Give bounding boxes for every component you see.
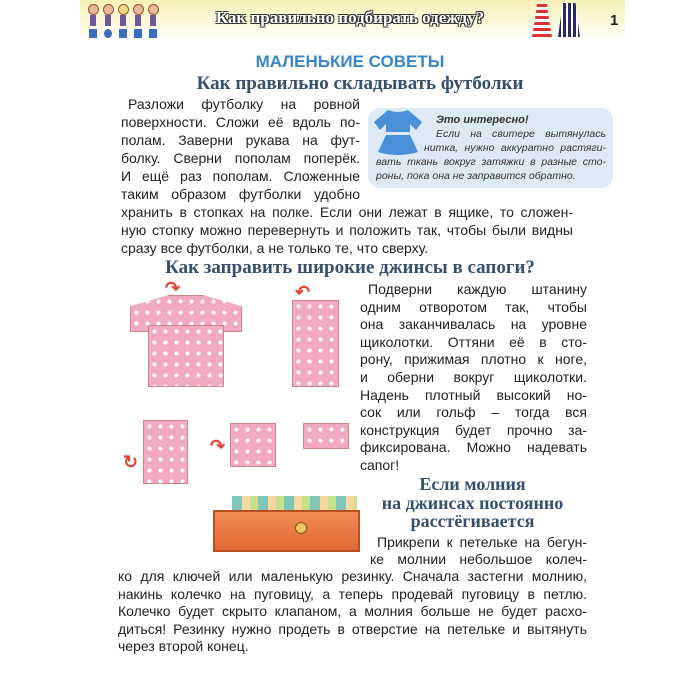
text-line: И ещё раз пополам. Сложенные — [121, 168, 360, 184]
page-header-title: Как правильно подбирать одежду? — [215, 8, 485, 27]
text-line: фиксирована. Можно надевать — [360, 439, 587, 455]
text-line: и оберни вокруг щиколотки. — [360, 369, 587, 385]
info-line: Если на свитере вытянулась — [436, 128, 606, 140]
text-line: сапог! — [360, 457, 400, 473]
text-line: через второй конец. — [118, 638, 249, 654]
text-line: диться! Резинку нужно продеть в отверстие на петельке и вытянуть — [118, 621, 587, 637]
doll-icon — [133, 4, 143, 38]
text-line: поверхности. Сложи её вдоль по- — [121, 114, 360, 130]
text-line: ке молнии небольшое колеч- — [370, 551, 587, 567]
text-line: полам. Заверни рукава на фут- — [121, 132, 360, 148]
tshirts-heading: Как правильно складывать футболки — [196, 73, 524, 94]
text-line: Колечко будет скрыто клапаном, а молния больше не будет расхо- — [118, 603, 587, 619]
text-line: Надень плотный высокий но- — [360, 387, 587, 403]
fold-arrow-icon: ↶ — [295, 282, 311, 302]
sweater-icon — [372, 108, 424, 156]
text-line: накинь колечко на пуговицу, а теперь продевай пуговицу в петлю. — [118, 586, 587, 602]
drawer-knob-icon — [295, 522, 307, 534]
text-line: сок или гольф – тогда вся — [360, 404, 587, 420]
info-line: нитка, нужно аккуратно растяги- — [424, 142, 606, 154]
drawer-front — [213, 510, 360, 552]
fold-arrow-icon: ↷ — [165, 278, 181, 298]
doll-icon — [103, 4, 113, 38]
text-line: сразу все футболки, а не только те, что сверху. — [121, 240, 429, 256]
info-box-title: Это интересно! — [436, 114, 529, 126]
doll-icon — [148, 4, 158, 38]
text-line: ную стопку можно перевернуть и положить так, чтобы были видны — [121, 222, 573, 238]
text-line: Разложи футболку на ровной — [128, 96, 360, 112]
jeans-heading: Как заправить широкие джинсы в сапоги? — [165, 257, 535, 278]
tshirt-step5 — [303, 423, 349, 449]
text-line: она заканчивалась на уровне — [360, 316, 587, 332]
text-line: таким образом футболки удобно — [121, 186, 360, 202]
text-line: одним отворотом так, чтобы — [360, 299, 587, 315]
tshirt-step2 — [292, 300, 339, 387]
doll-icon — [118, 4, 128, 38]
zipper-heading-line: на джинсах постоянно — [381, 493, 564, 513]
text-line: щиколотки. Оттяни её в сто- — [360, 334, 587, 350]
zipper-heading-line: расстёгивается — [410, 511, 535, 531]
tshirt-step1-body — [148, 325, 224, 387]
text-line: ко для ключей или маленькую резинку. Сначала застегни молнию, — [118, 568, 587, 584]
fold-arrow-icon: ↷ — [210, 436, 226, 456]
info-line: вать ткань вокруг затяжки в разные сто- — [376, 156, 606, 168]
text-line: Подверни каждую штанину — [368, 281, 587, 297]
fold-arrow-icon: ↻ — [123, 452, 139, 472]
tshirt-step4 — [230, 423, 276, 467]
text-line: Прикрепи к петельке на бегун- — [377, 534, 587, 550]
text-line: конструкция будет прочно за- — [360, 422, 587, 438]
text-line: болку. Сверни пополам поперёк. — [121, 150, 360, 166]
tshirt-step3 — [143, 420, 188, 484]
zipper-heading-line: Если молния — [419, 474, 526, 494]
text-line: хранить в стопках на полке. Если они лежат в ящике, то сложен- — [121, 204, 573, 220]
text-line: рону, прижимая плотно к ноге, — [360, 351, 587, 367]
section-title: МАЛЕНЬКИЕ СОВЕТЫ — [255, 52, 445, 71]
doll-icon — [88, 4, 98, 38]
page-number: 1 — [610, 12, 619, 29]
info-line: роны, пока она не заправится обратно. — [376, 170, 576, 182]
